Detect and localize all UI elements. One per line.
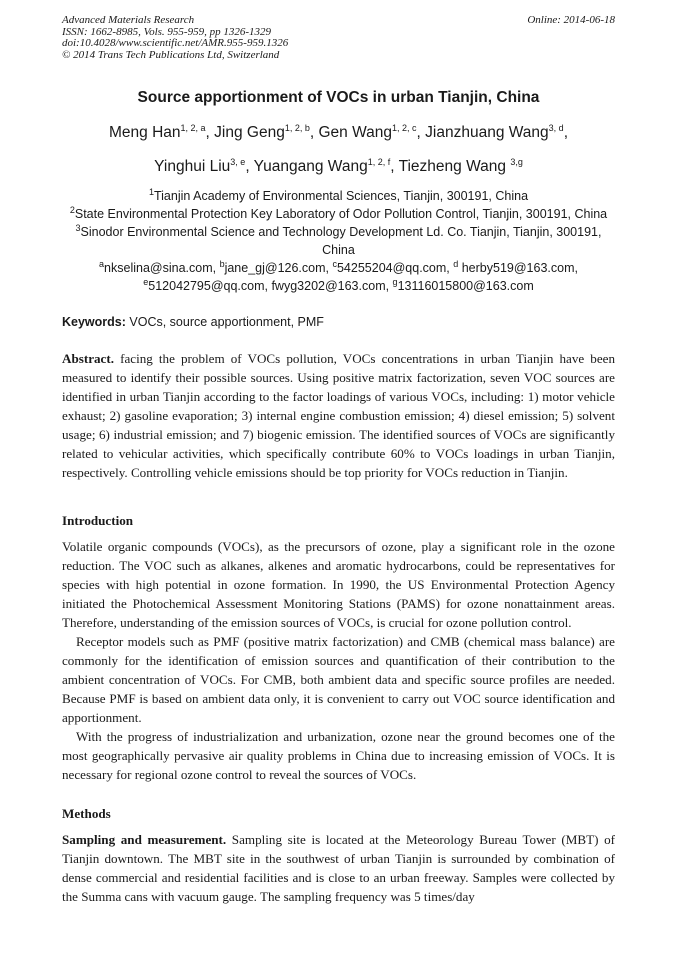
introduction-body <box>62 537 615 784</box>
intro-paragraph-2-text: Receptor models such as PMF (positive matrix factorization) and CMB (chemical mass balance) are commonly for the identification of emission sources and quantification of their contribution to the ambient concentration of VOCs. For CMB, both ambient data and specific source profiles are needed. Because PMF is based on ambient data only, it is convenient to carry out VOC source identification and apportionment. <box>62 634 615 725</box>
author-sup: 1, 2, b <box>284 122 310 133</box>
email-sup: a <box>99 258 105 269</box>
keywords-text: VOCs, source apportionment, PMF <box>125 315 324 329</box>
author-name: Yuangang Wang <box>253 158 368 175</box>
author-sup: 1, 2, a <box>180 122 206 133</box>
introduction-heading: Introduction <box>62 513 134 528</box>
affiliations <box>62 187 615 259</box>
abstract <box>62 349 615 482</box>
author-line-1: Meng Han$^{1, 2, a}$, Jing Geng$^{1, 2, b}$, Gen Wang$^{1, 2, c}$, Jianzhuang Wang$^{3, d}$, <box>108 122 568 141</box>
intro-paragraph-2 <box>62 632 615 727</box>
email-text: herby519@163.com, <box>458 261 578 275</box>
author-name: Jing Geng <box>214 124 285 141</box>
author-name: Yinghui Liu <box>154 158 231 175</box>
email-sup: b <box>219 258 225 269</box>
email-sup: c <box>332 258 337 269</box>
author-emails <box>62 259 615 295</box>
methods-sub-label: Sampling and measurement. <box>62 832 227 847</box>
copyright-line: © 2014 Trans Tech Publications Ltd, Switzerland <box>62 48 280 61</box>
affiliation-3-cont <box>62 241 615 259</box>
journal-header <box>62 15 615 61</box>
email-sup: d <box>453 258 459 269</box>
email-line-2 <box>62 277 615 295</box>
author-sup: 1, 2, f <box>367 156 391 167</box>
affiliation-text: State Environmental Protection Key Laboratory of Odor Pollution Control, Tianjin, 300191, China <box>74 207 608 221</box>
affiliation-1 <box>62 187 615 205</box>
email-sup: e <box>143 276 149 287</box>
affiliation-3 <box>62 223 615 241</box>
author-sup: 3, d <box>548 122 564 133</box>
email-text: 54255204@qq.com, <box>336 261 454 275</box>
email-text: 13116015800@163.com <box>397 279 534 293</box>
email-text: 512042795@qq.com, fwyg3202@163.com, <box>148 279 393 293</box>
affiliation-text: Tianjin Academy of Environmental Sciences, Tianjin, 300191, China <box>153 189 529 203</box>
online-date: Online: 2014-06-18 <box>527 14 615 26</box>
author-name: Jianzhuang Wang <box>425 124 549 141</box>
author-name: Tiezheng Wang <box>398 158 506 175</box>
intro-paragraph-1: Volatile organic compounds (VOCs), as the precursors of ozone, play a significant role in the ozone reduction. The VOC such as alkanes, alkenes and aromatic hydrocarbons, could be representatives for species with high potential in ozone formation. In 1990, the US Environmental Protection Agency initiated the Photochemical Assessment Monitoring Stations (PAMS) for ozone nonattainment areas. Therefore, understanding of the emission sources of VOCs, is crucial for ozone pollution control. <box>62 539 615 630</box>
affiliation-sup: 2 <box>69 204 75 215</box>
author-sup: 3, e <box>230 156 246 167</box>
intro-paragraph-3-text: With the progress of industrialization and urbanization, ozone near the ground becomes one of the most geographically pervasive air quality problems in China due to increasing emission of VOCs. It is necessary for regional ozone control to reveal the sources of VOCs. <box>62 729 615 782</box>
email-text: jane_gj@126.com, <box>224 261 333 275</box>
abstract-label: Abstract. <box>62 351 114 366</box>
affiliation-sup: 3 <box>75 222 81 233</box>
keywords <box>62 315 615 329</box>
email-text: nkselina@sina.com, <box>104 261 220 275</box>
email-sup: g <box>392 276 398 287</box>
author-sup: 1, 2, c <box>392 122 417 133</box>
author-line-2: Yinghui Liu$^{3, e}$, Yuangang Wang$^{1, 2, f}$, Tiezheng Wang $^{3,g}$ <box>154 156 523 175</box>
abstract-text: facing the problem of VOCs pollution, VOCs concentrations in urban Tianjin have been measured to identify their possible sources. Using positive matrix factorization, seven VOC sources are identified in urban Tianjin according to the factor loadings of various VOCs, including: 1) motor vehicle exhaust; 2) gasoline evaporation; 3) internal engine combustion emission; 4) diesel emission; 5) solvent usage; 6) industrial emission; and 7) biogenic emission. The identified sources of VOCs are significantly related to vehicular activities, which specifically contribute 60% to VOCs loadings in urban Tianjin, respectively. Controlling vehicle emissions should be top priority for VOCs reduction in Tianjin. <box>62 351 615 480</box>
methods-body <box>62 830 615 906</box>
methods-text: Sampling site is located at the Meteorology Bureau Tower (MBT) of Tianjin downtown. The MBT site in the southwest of urban Tianjin is surrounded by combination of dense commercial and residential facilities and is close to an urban freeway. Samples were collected by the Summa cans with vacuum gauge. The sampling frequency was 5 times/day <box>62 832 615 904</box>
author-sup: 3,g <box>510 156 523 167</box>
methods-heading: Methods <box>62 806 111 821</box>
affiliation-text: China <box>322 243 355 257</box>
author-name: Gen Wang <box>318 124 393 141</box>
paper-title: Source apportionment of VOCs in urban Tianjin, China <box>137 89 540 106</box>
doi-line: doi:10.4028/www.scientific.net/AMR.955-959.1326 <box>62 37 289 49</box>
keywords-label: Keywords: <box>62 315 126 329</box>
affiliation-sup: 1 <box>148 186 154 197</box>
email-line-1 <box>62 259 615 277</box>
author-name: Meng Han <box>108 124 181 141</box>
issn-line: ISSN: 1662-8985, Vols. 955-959, pp 1326-1329 <box>62 25 271 38</box>
affiliation-2 <box>62 205 615 223</box>
affiliation-text: Sinodor Environmental Science and Technology Development Ld. Co. Tianjin, Tianjin, 300191, <box>80 225 602 239</box>
intro-paragraph-3 <box>62 727 615 784</box>
journal-name: Advanced Materials Research <box>62 14 195 26</box>
